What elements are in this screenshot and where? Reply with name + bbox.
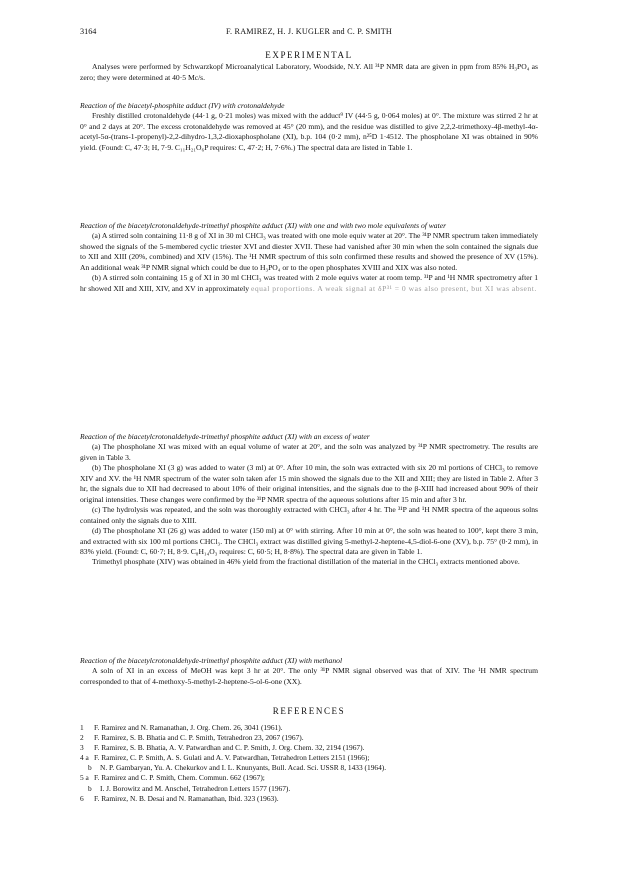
experimental-intro: Analyses were performed by Schwarzkopf Microanalytical Laboratory, Woodside, N.Y. All ³¹P NMR data are given in ppm from 85% H₃PO₄ as zero; they were determined at 40·5 Mc/s. (80, 62, 538, 82)
reference-text: F. Ramirez, N. B. Desai and N. Ramanathan, Ibid. 323 (1963). (94, 793, 279, 803)
paragraph: Freshly distilled crotonaldehyde (44·1 g, 0·21 moles) was mixed with the adduct⁹ IV (44·5 g, 0·064 moles) at 0°. The mixture was stirred 2 hr at 0° and 2 days at 20°. The excess crotonaldehyde was removed at 45° (20 mm), and the residue was distilled to give 2,2,2-trimethoxy-4β-methyl-4α-acetyl-5α-(trans-1-propenyl)-2,2-dihydro-1,3,2-dioxaphospholane (XI), b.p. 104 (0·2 mm), n²⁵D 1·4512. The phospholane XI was obtained in 90% yield. (Found: C, 47·3; H, 7·9. C₁₁H₂₁O₆P requires: C, 47·2; H, 7·6%.) The spectral data are listed in Table 1. (80, 111, 538, 152)
page-number: 3164 (80, 27, 97, 36)
references-heading-block (80, 706, 538, 716)
reference-marker: 5 a (80, 773, 89, 783)
paragraph: (c) The hydrolysis was repeated, and the soln was thoroughly extracted with CHCl₃ after 4 hr. The ³¹P and ¹H NMR spectra of the aqueous solns contained only the signals due to XIII. (80, 505, 538, 525)
reference-item (80, 733, 538, 743)
paragraph: (b) The phospholane XI (3 g) was added to water (3 ml) at 0°. After 10 min, the soln was extracted with six 20 ml portions of CHCl₃ to remove XIV and XV. the ¹H NMR spectrum of the water soln taken afer 15 min showed the signals due to the XII and XIII; they are listed in Table 2. After 3 hr, the signals due to XII had decreased to about 10% of their original intensities, and the signals due to the β-XIII had increased about 90% of their original intensities. These changes were confirmed by the ³¹P NMR spectra of the aqueous solutions after 15 min and after 3 hr. (80, 463, 538, 504)
reference-marker: 3 (80, 743, 84, 753)
section-title: Reaction of the biacetyl-phosphite adduct (IV) with crotonaldehyde (80, 101, 285, 110)
section-title: Reaction of the biacetylcrotonaldehyde-trimethyl phosphite adduct (XI) with an excess of water (80, 432, 370, 441)
faded-text-line: equal proportions. A weak signal at δP³¹ = 0 was also present, but XI was absent. (250, 283, 537, 293)
reference-text: I. J. Borowitz and M. Anschel, Tetrahedron Letters 1577 (1967). (100, 783, 291, 793)
reference-marker: 4 a (80, 753, 89, 763)
section-methanol (80, 656, 538, 687)
reference-text: F. Ramirez, S. B. Bhatia and C. P. Smith, Tetrahedron 23, 2067 (1967). (94, 733, 304, 743)
reference-subitem (80, 763, 538, 773)
reference-text: F. Ramirez and C. P. Smith, Chem. Commun. 662 (1967); (94, 773, 265, 783)
section-excess-water (80, 432, 538, 568)
reference-marker: 2 (80, 733, 84, 743)
experimental-heading: EXPERIMENTAL (265, 50, 353, 60)
reference-item (80, 753, 538, 763)
section-title: Reaction of the biacetylcrotonaldehyde-trimethyl phosphite adduct (XI) with methanol (80, 656, 343, 665)
running-header (80, 27, 538, 41)
section-title: Reaction of the biacetylcrotonaldehyde-trimethyl phosphite adduct (XI) with one and with two mole equivalents of water (80, 221, 447, 230)
paragraph: (a) A stirred soln containing 11·8 g of XI in 30 ml CHCl₃ was treated with one mole equiv water at 20°. The ³¹P NMR spectrum taken immediately showed the signals of the 5-membered cyclic triester XVI and diester XVII. These had vanished after 30 min when the soln contained the signals due to XII and XIII (20%, combined) and XIV (15%). The ¹H NMR spectrum of this soln confirmed these results and showed the presence of XV (15%). An additional weak ³¹P NMR signal which could be due to H₃PO₄ or to the open phosphates XVIII and XIX was also noted. (80, 231, 538, 272)
paragraph: (d) The phospholane XI (26 g) was added to water (150 ml) at 0° with stirring. After 10 min at 0°, the soln was heated to 100°, kept there 3 min, and extracted with six 100 ml portions CHCl₃. The CHCl₃ extract was distilled giving 5-methyl-2-heptene-4,5-diol-6-one (XV), b.p. 75° (0·2 mm), in 83% yield. (Found: C, 60·7; H, 8·9. C₈H₁₄O₃ requires: C, 60·5; H, 8·8%). The spectral data are given in Table 1. (80, 526, 538, 556)
running-head-authors: F. RAMIREZ, H. J. KUGLER and C. P. SMITH (225, 27, 393, 36)
reference-text: F. Ramirez, S. B. Bhatia, A. V. Patwardhan and C. P. Smith, J. Org. Chem. 32, 2194 (1967). (94, 743, 365, 753)
reference-item (80, 743, 538, 753)
section-one-two-mole-water (80, 221, 538, 294)
paragraph-faded: (b) A stirred soln containing 15 g of XI in 30 ml CHCl₃ was treated with 2 mole equivs water at room temp. ³¹P and ¹H NMR spectrometry after 1 hr showed XII and XIII, XIV, and XV in approximately equal proportions. A weak signal at δP³¹ = 0 was also present, but XI was absent. (80, 273, 538, 293)
reference-text: F. Ramirez, C. P. Smith, A. S. Gulati and A. V. Patwardhan, Tetrahedron Letters 2151 (1966); (94, 753, 370, 763)
reference-marker: 1 (80, 723, 84, 732)
reference-marker: b (88, 763, 92, 773)
reference-item (80, 794, 538, 804)
experimental-section (80, 50, 538, 83)
paragraph: A soln of XI in an excess of MeOH was kept 3 hr at 20°. The only ³¹P NMR signal observed was that of XIV. The ¹H NMR spectrum corresponded to that of 4-methoxy-5-methyl-2-heptene-5-ol-6-one (XX). (80, 666, 538, 686)
reference-marker: 6 (80, 793, 84, 803)
reference-subitem (80, 784, 538, 794)
reference-text: F. Ramirez and N. Ramanathan, J. Org. Chem. 26, 3041 (1961). (94, 723, 283, 732)
references-heading: REFERENCES (272, 706, 346, 716)
paragraph: Trimethyl phosphate (XIV) was obtained in 46% yield from the fractional distillation of the material in the CHCl₃ extracts mentioned above. (92, 557, 520, 567)
reference-list (80, 723, 538, 804)
paragraph: (a) The phospholane XI was mixed with an equal volume of water at 20°, and the soln was analyzed by ³¹P NMR spectrometry. The results are given in Table 3. (80, 442, 538, 462)
reference-text: N. P. Gambaryan, Yu. A. Chekurkov and I. L. Knunyants, Bull. Acad. Sci. USSR 8, 1433 (1964). (100, 763, 387, 773)
reference-item (80, 723, 538, 733)
reference-marker: b (88, 783, 92, 793)
reference-item (80, 773, 538, 783)
section-biacetyl-crotonaldehyde (80, 101, 538, 153)
